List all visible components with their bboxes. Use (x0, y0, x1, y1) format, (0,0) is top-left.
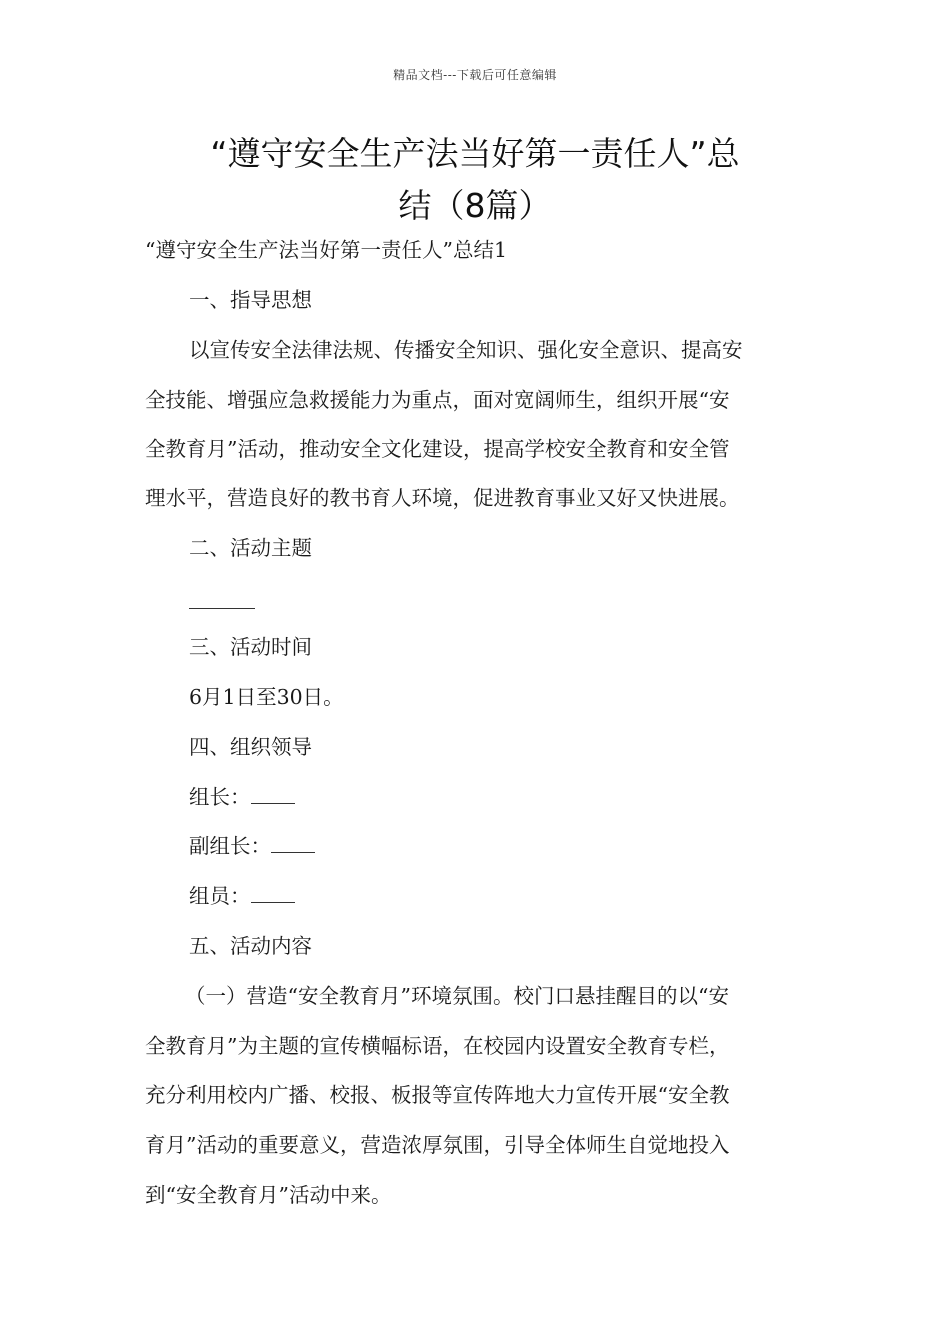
document-body (145, 226, 807, 1226)
paragraph-line: 理水平，营造良好的教书育人环境，促进教育事业又好又快进展。 (145, 486, 740, 510)
paragraph-line: 以宣传安全法律法规、传播安全知识、强化安全意识、提高安 (189, 338, 743, 362)
member-row (189, 872, 295, 922)
vice-leader-row (189, 822, 315, 872)
section-heading-activity-time: 三、活动时间 (189, 635, 312, 659)
paragraph-line: 全技能、增强应急救援能力为重点，面对宽阔师生，组织开展“安 (145, 388, 730, 412)
leader-blank (251, 785, 295, 804)
summary-subtitle: “遵守安全生产法当好第一责任人”总结1 (145, 238, 508, 262)
section-heading-guiding-thought: 一、指导思想 (189, 288, 312, 312)
paragraph-line: 到“安全教育月”活动中来。 (145, 1183, 392, 1207)
paragraph-line: 全教育月”为主题的宣传横幅标语，在校园内设置安全教育专栏， (145, 1034, 730, 1058)
paragraph-line: 育月”活动的重要意义，营造浓厚氛围，引导全体师生自觉地投入 (145, 1133, 730, 1157)
member-blank (251, 884, 295, 903)
paragraph-line: 充分利用校内广播、校报、板报等宣传阵地大力宣传开展“安全教 (145, 1083, 730, 1107)
leader-row (189, 773, 295, 823)
member-label: 组员： (189, 884, 251, 908)
document-title-line-2: 结（8篇） (398, 186, 552, 225)
paragraph-line: （一）营造“安全教育月”环境氛围。校门口悬挂醒目的以“安 (185, 984, 729, 1008)
vice-leader-label: 副组长： (189, 834, 271, 858)
paragraph-line: 全教育月”活动，推动安全文化建设，提高学校安全教育和安全管 (145, 437, 730, 461)
section-heading-activity-theme: 二、活动主题 (189, 536, 312, 560)
section-heading-organization: 四、组织领导 (189, 735, 312, 759)
document-title (140, 128, 810, 232)
vice-leader-blank (271, 834, 315, 853)
document-title-line-1: “遵守安全生产法当好第一责任人”总 (210, 134, 740, 173)
theme-blank-line (189, 608, 255, 609)
activity-time-text: 6月1日至30日。 (189, 685, 344, 709)
header-note: 精品文档---下载后可任意编辑 (393, 68, 557, 82)
section-heading-activity-content: 五、活动内容 (189, 934, 312, 958)
leader-label: 组长： (189, 785, 251, 809)
